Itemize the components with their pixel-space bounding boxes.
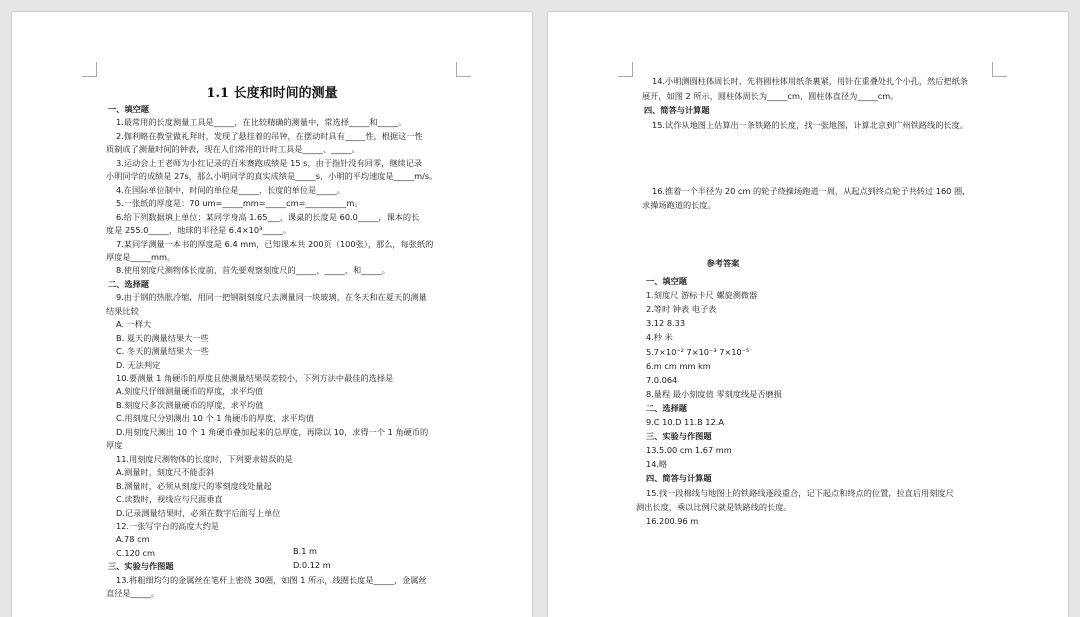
answers-title: 参考答案	[706, 258, 740, 268]
section-heading: 三、实验与作图题	[108, 561, 174, 572]
margin-corner-mark	[456, 62, 471, 77]
text-line: 直径是_____。	[106, 588, 160, 599]
text-line: 16.200.96 m	[646, 515, 699, 526]
text-line: 9.由于钢的热胀冷缩，用同一把钢制刻度尺去测量同一块玻璃，在冬天和在夏天的测量	[116, 292, 427, 303]
text-line: 1.最常用的长度测量工具是_____，在比较精确的测量中，常选择_____和_____。	[116, 117, 407, 128]
section-heading: 一、填空题	[108, 104, 149, 114]
text-line: D.用刻度尺测出 10 个 1 角硬币叠加起来的总厚度，再除以 10，求得一个 1 角硬币的	[116, 426, 429, 437]
option-b: B.1 m	[293, 546, 318, 556]
text-line: 2.等时 钟表 电子表	[646, 304, 717, 315]
text-line: 度是 255.0_____，地球的半径是 6.4×10³_____。	[106, 225, 292, 236]
text-line: 7.0.064	[646, 374, 678, 385]
text-line: A.刻度尺仔细测量硬币的厚度，求平均值	[116, 386, 264, 397]
text-line: 13.将粗细均匀的金属丝在笔杆上密绕 30圈，如图 1 所示，线圈长度是_____，金属丝	[116, 574, 427, 585]
text-line: 5.7×10⁻² 7×10⁻³ 7×10⁻⁵	[646, 346, 750, 357]
text-line: A. 一样大	[116, 319, 152, 330]
section-heading: 三、实验与作图题	[646, 431, 712, 442]
text-line: 9.C 10.D 11.B 12.A	[646, 417, 724, 427]
text-line: 15.找一段棉线与地图上的铁路线逐段重合，记下起点和终点的位置，拉直后用刻度尺	[646, 487, 954, 498]
text-line: C.用刻度尺分别测出 10 个 1 角硬币的厚度，求平均值	[116, 413, 315, 424]
text-line: 10.要测量 1 角硬币的厚度且使测量结果误差较小，下列方法中最佳的选择是	[116, 373, 394, 383]
text-line: 7.某同学测量一本书的厚度是 6.4 mm，已知课本共 200页（100张），那么，每张纸的	[116, 238, 434, 249]
text-line: 6.给下列数据填上单位：某同学身高 1.65___，课桌的长度是 60.0_____，课本的长	[116, 211, 420, 222]
text-line: 3.运动会上王老师为小红记录的百米赛跑成绩是 15 s，由于指针没有回零，继续记录	[116, 157, 423, 168]
text-line: 4.在国际单位制中，时间的单位是_____，长度的单位是_____。	[116, 184, 345, 195]
text-line: 小明同学的成绩是 27s，那么小明同学的真实成绩是_____s，小明的平均速度是_____m/s。	[106, 171, 438, 182]
page-title: 1.1 长度和时间的测量	[206, 86, 338, 101]
text-line: 15.试作从地图上估算出一条铁路的长度，找一张地图，计算北京到广州铁路线的长度。	[652, 119, 968, 130]
text-line: 求操场跑道的长度。	[642, 200, 716, 210]
text-line: 1.刻度尺 游标卡尺 螺旋测微器	[646, 290, 758, 301]
text-line: D.记录测量结果时，必须在数字后面写上单位	[116, 507, 281, 518]
text-line: 质制成了测量时间的钟表，现在人们常用的计时工具是_____、_____。	[106, 144, 360, 155]
text-line: 12.一张写字台的高度大约是	[116, 520, 220, 531]
text-line: 4.秒 米	[646, 332, 673, 343]
text-line: C. 冬天的测量结果大一些	[116, 346, 209, 357]
text-line: 结果比较	[106, 305, 139, 316]
text-line: 5.一张纸的厚度是：70 um=_____mm=_____cm=__________m。	[116, 198, 363, 209]
text-line: 厚度是_____mm。	[106, 251, 176, 262]
text-line: 展开，如图 2 所示，圆柱体周长为_____cm，圆柱体直径为_____cm。	[642, 90, 899, 101]
text-line: 2.伽利略在教堂做礼拜时，发现了悬挂着的吊钟，在摆动时具有_____性，根据这一性	[116, 130, 423, 141]
text-line: B.测量时，必须从刻度尺的零刻度线处量起	[116, 480, 272, 491]
section-heading: 一、填空题	[646, 276, 687, 286]
option-d: D.0.12 m	[293, 560, 331, 570]
text-line: 8.量程 最小刻度值 零刻度线是否磨损	[646, 388, 782, 399]
margin-corner-mark	[82, 62, 97, 77]
text-line: 测出长度，乘以比例尺就是铁路线的长度。	[636, 501, 792, 512]
text-line: 8.使用刻度尺测物体长度前，首先要观察刻度尺的_____、_____、和_____。	[116, 265, 390, 276]
text-line: 厚度	[106, 440, 123, 451]
document-page-left	[12, 12, 532, 617]
text-line: 14.略	[646, 459, 668, 470]
text-line: A.78 cm	[116, 534, 150, 545]
text-line: C.读数时，视线应与尺面垂直	[116, 494, 223, 505]
section-heading: 四、简答与计算题	[644, 105, 710, 115]
margin-corner-mark	[992, 62, 1007, 77]
section-heading: 二、选择题	[646, 402, 687, 413]
text-line: 16.推着一个半径为 20 cm 的轮子绕操场跑道一周，从起点到终点轮子共转过 160 圈，	[652, 186, 971, 196]
text-line: 13.5.00 cm 1.67 mm	[646, 445, 732, 456]
text-line: C.120 cm	[116, 547, 156, 558]
text-line: B.刻度尺多次测量硬币的厚度，求平均值	[116, 399, 264, 410]
text-line: D. 无法判定	[116, 359, 161, 370]
text-line: 6.m cm mm km	[646, 360, 711, 371]
section-heading: 二、选择题	[108, 278, 149, 289]
text-line: 14.小明测圆柱体周长时，先将圆柱体用纸条裹紧，用针在重叠处扎个小孔，然后把纸条	[652, 76, 968, 86]
text-line: A.测量时，刻度尺不能歪斜	[116, 467, 215, 478]
section-heading: 四、简答与计算题	[646, 473, 712, 484]
text-line: 3.12 8.33	[646, 318, 686, 329]
text-line: 11.用刻度尺测物体的长度时，下列要求错误的是	[116, 453, 293, 464]
document-page-right	[548, 12, 1068, 617]
margin-corner-mark	[618, 62, 633, 77]
text-line: B. 夏天的测量结果大一些	[116, 332, 209, 343]
